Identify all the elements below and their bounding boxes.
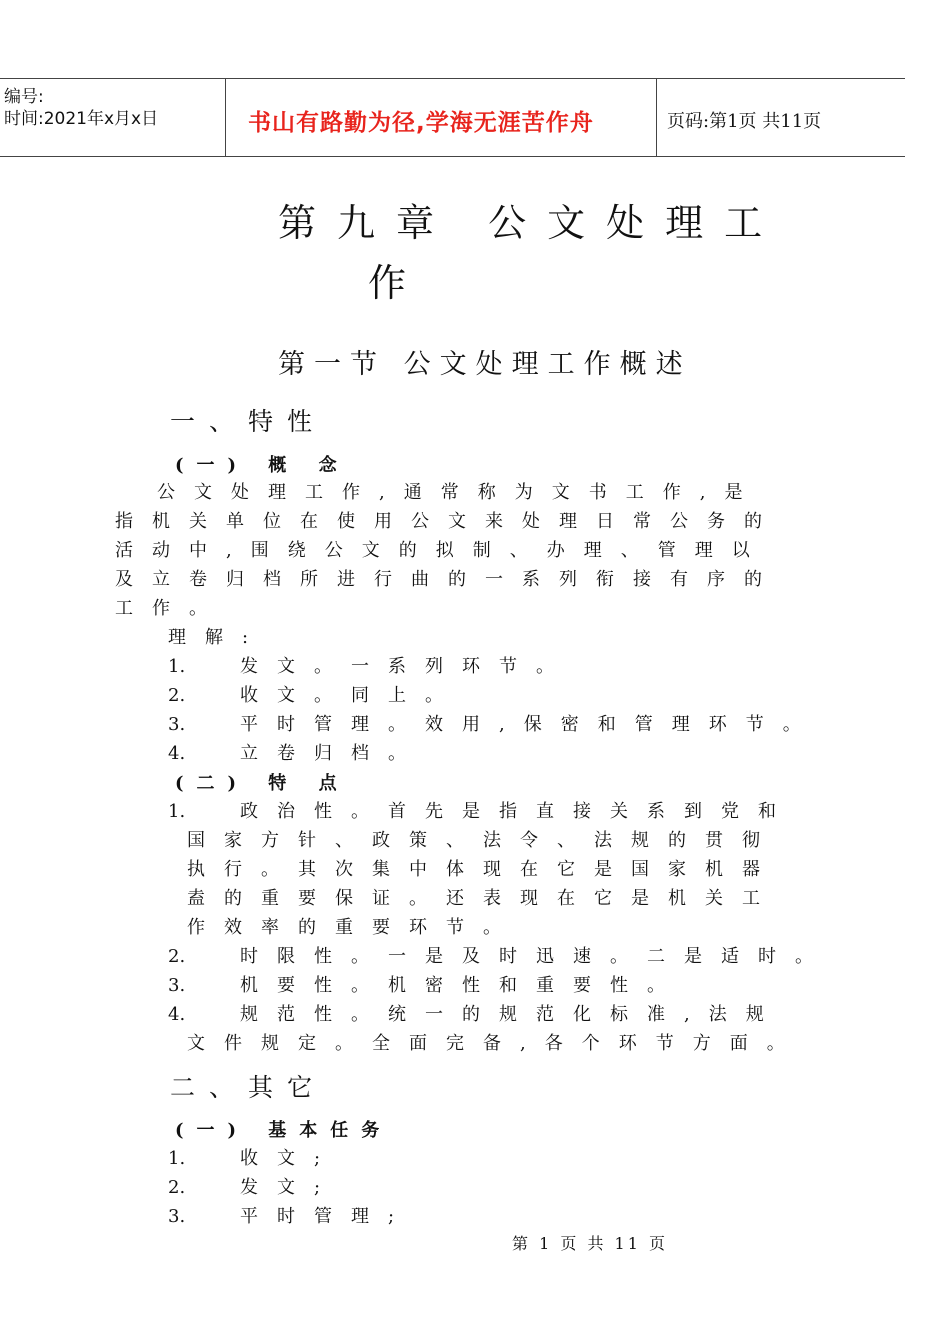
item-text: 发文; <box>240 1177 340 1198</box>
item-number: 2. <box>168 1177 186 1198</box>
feature-1-cont-4: 作效率的重要环节。 <box>187 917 520 938</box>
item-text: 机要性。机密性和重要性。 <box>240 975 684 996</box>
item-text: 发文。一系列环节。 <box>240 656 573 677</box>
item-number: 4. <box>168 743 186 764</box>
feature-4 <box>168 1000 783 1026</box>
header-bottom-rule <box>0 156 905 157</box>
feature-1-cont-2: 执行。其次集中体现在它是国家机器 <box>187 859 779 880</box>
concept-line-5: 工作。 <box>115 598 226 619</box>
header-number-label: 编号: <box>4 87 44 107</box>
concept-heading: (一) 概 念 <box>175 455 350 476</box>
concept-line-4: 及立卷归档所进行曲的一系列衔接有序的 <box>115 569 781 590</box>
understanding-label: 理解: <box>168 627 268 648</box>
item-text: 平时管理。效用,保密和管理环节。 <box>240 714 820 735</box>
section-title: 第一节 公文处理工作概述 <box>278 349 692 380</box>
item-number: 3. <box>168 975 186 996</box>
feature-1-cont-3: 盍的重要保证。还表现在它是机关工 <box>187 888 779 909</box>
header-page-code: 页码:第1页 共11页 <box>667 111 822 132</box>
features-heading: (二) 特 点 <box>175 773 350 794</box>
page-footer: 第 1 页 共 11 页 <box>512 1234 668 1253</box>
feature-3 <box>168 971 684 997</box>
header-divider-2 <box>656 78 657 156</box>
feature-1 <box>168 797 795 823</box>
concept-line-2: 指机关单位在使用公文来处理日常公务的 <box>115 511 781 532</box>
chapter-title-line1: 第九章 公文处理工 <box>278 201 784 245</box>
concept-line-3: 活动中,围绕公文的拟制、办理、管理以 <box>115 540 769 561</box>
item-text: 时限性。一是及时迅速。二是适时。 <box>240 946 832 967</box>
item-number: 4. <box>168 1004 186 1025</box>
item-text: 收文; <box>240 1148 340 1169</box>
item-number: 2. <box>168 685 186 706</box>
item-number: 3. <box>168 1206 186 1227</box>
feature-1-cont-1: 国家方针、政策、法令、法规的贯彻 <box>187 830 779 851</box>
understanding-item-4 <box>168 739 425 765</box>
item-text: 规范性。统一的规范化标准,法规 <box>240 1004 783 1025</box>
feature-2 <box>168 942 832 968</box>
item-number: 1. <box>168 801 186 822</box>
item-number: 2. <box>168 946 186 967</box>
item-text: 平时管理; <box>240 1206 414 1227</box>
item-number: 1. <box>168 1148 186 1169</box>
item-text: 收文。同上。 <box>240 685 462 706</box>
understanding-item-1 <box>168 652 573 678</box>
understanding-item-2 <box>168 681 462 707</box>
task-3 <box>168 1202 413 1228</box>
item-number: 1. <box>168 656 186 677</box>
header-top-rule <box>0 78 905 79</box>
header-time-label: 时间:2021年x月x日 <box>4 109 159 129</box>
chapter-title-line2: 作 <box>368 261 428 305</box>
task-2 <box>168 1173 339 1199</box>
feature-4-cont: 文件规定。全面完备,各个环节方面。 <box>187 1033 804 1054</box>
task-1 <box>168 1144 339 1170</box>
concept-line-1: 公文处理工作,通常称为文书工作,是 <box>157 482 762 503</box>
header-divider-1 <box>225 78 226 156</box>
tasks-heading: (一) 基本任务 <box>175 1120 393 1141</box>
item-number: 3. <box>168 714 186 735</box>
understanding-item-3 <box>168 710 820 736</box>
header-motto: 书山有路勤为径,学海无涯苦作舟 <box>248 110 594 136</box>
heading-characteristics: 一、特性 <box>170 407 327 436</box>
item-text: 政治性。首先是指直接关系到党和 <box>240 801 795 822</box>
item-text: 立卷归档。 <box>240 743 425 764</box>
heading-others: 二、其它 <box>170 1073 327 1102</box>
